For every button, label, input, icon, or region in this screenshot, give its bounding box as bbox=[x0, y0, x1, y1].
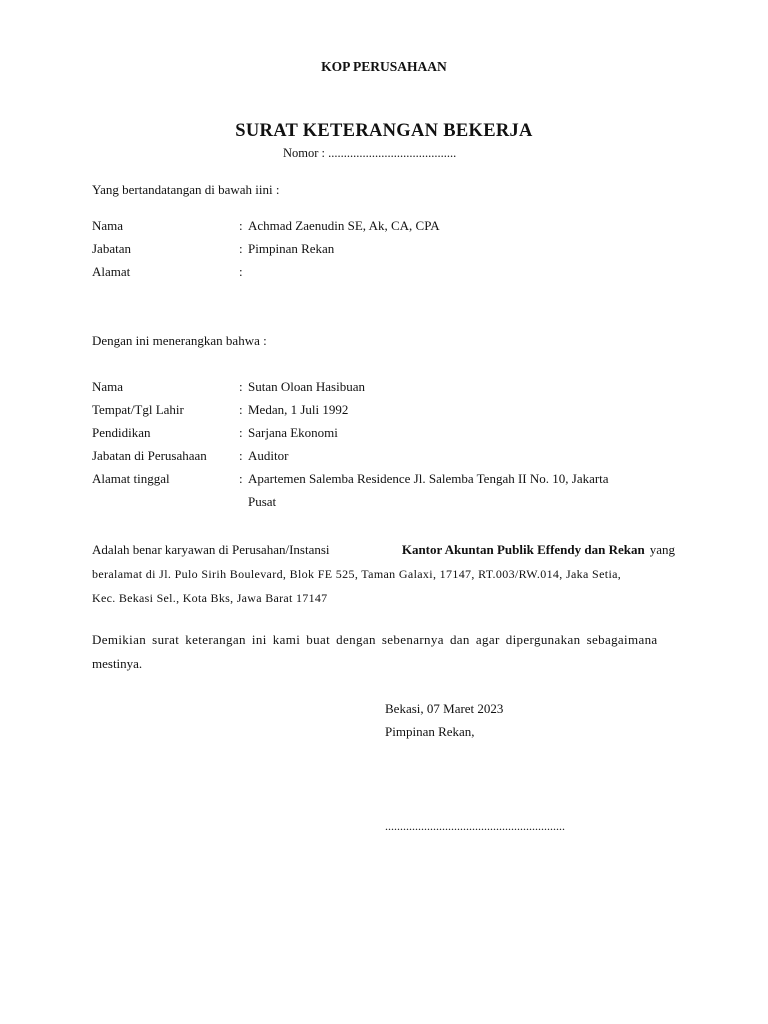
closing-line: mestinya. bbox=[92, 656, 143, 671]
field-value-continued: Pusat bbox=[248, 494, 277, 509]
company-address-line: Kec. Bekasi Sel., Kota Bks, Jawa Barat 17147 bbox=[92, 591, 328, 605]
field-colon: : bbox=[239, 448, 243, 463]
field-label: Nama bbox=[92, 379, 124, 394]
document-title: SURAT KETERANGAN BEKERJA bbox=[235, 121, 533, 141]
field-label: Alamat bbox=[92, 264, 131, 279]
signature-place-date: Bekasi, 07 Maret 2023 bbox=[385, 701, 504, 716]
field-value: Auditor bbox=[248, 448, 289, 463]
employment-paragraph bbox=[92, 538, 675, 610]
signatory-position-row bbox=[92, 241, 692, 264]
field-value: Sarjana Ekonomi bbox=[248, 425, 338, 440]
employee-name-row bbox=[92, 379, 692, 402]
intro-text: Yang bertandatangan di bawah iini : bbox=[92, 182, 280, 197]
signatory-name-row bbox=[92, 218, 692, 241]
closing-paragraph bbox=[92, 628, 675, 676]
field-colon: : bbox=[239, 402, 243, 417]
employee-birth-row bbox=[92, 402, 692, 425]
signature-line: ............................................................ bbox=[385, 819, 565, 833]
document-number: Nomor : ......................................... bbox=[283, 146, 457, 160]
field-value: Achmad Zaenudin SE, Ak, CA, CPA bbox=[248, 218, 440, 233]
field-value: Medan, 1 Juli 1992 bbox=[248, 402, 349, 417]
employee-position-row bbox=[92, 448, 692, 471]
field-colon: : bbox=[239, 379, 243, 394]
field-colon: : bbox=[239, 471, 243, 486]
employee-address-row bbox=[92, 471, 692, 517]
signatory-address-row bbox=[92, 264, 692, 287]
field-label: Tempat/Tgl Lahir bbox=[92, 402, 184, 417]
field-colon: : bbox=[239, 264, 243, 279]
field-colon: : bbox=[239, 218, 243, 233]
employment-suffix: yang bbox=[649, 542, 675, 557]
employee-education-row bbox=[92, 425, 692, 448]
field-label: Nama bbox=[92, 218, 124, 233]
field-value: Apartemen Salemba Residence Jl. Salemba Tengah II No. 10, Jakarta bbox=[248, 471, 609, 486]
field-label: Jabatan bbox=[92, 241, 131, 256]
company-address-line: beralamat di Jl. Pulo Sirih Boulevard, Blok FE 525, Taman Galaxi, 17147, RT.003/RW.014, Jaka Setia, bbox=[92, 567, 622, 581]
statement-text: Dengan ini menerangkan bahwa : bbox=[92, 333, 267, 348]
field-value: Pimpinan Rekan bbox=[248, 241, 335, 256]
field-value: Sutan Oloan Hasibuan bbox=[248, 379, 365, 394]
field-label: Jabatan di Perusahaan bbox=[92, 448, 207, 463]
signature-role: Pimpinan Rekan, bbox=[385, 724, 475, 739]
company-name: Kantor Akuntan Publik Effendy dan Rekan bbox=[401, 542, 645, 557]
field-colon: : bbox=[239, 425, 243, 440]
field-colon: : bbox=[239, 241, 243, 256]
letterhead: KOP PERUSAHAAN bbox=[321, 59, 447, 74]
field-label: Pendidikan bbox=[92, 425, 151, 440]
field-label: Alamat tinggal bbox=[92, 471, 170, 486]
employment-prefix: Adalah benar karyawan di Perusahan/Instansi bbox=[92, 542, 330, 557]
closing-line: Demikian surat keterangan ini kami buat dengan sebenarnya dan agar dipergunakan sebagaimana bbox=[92, 632, 658, 647]
